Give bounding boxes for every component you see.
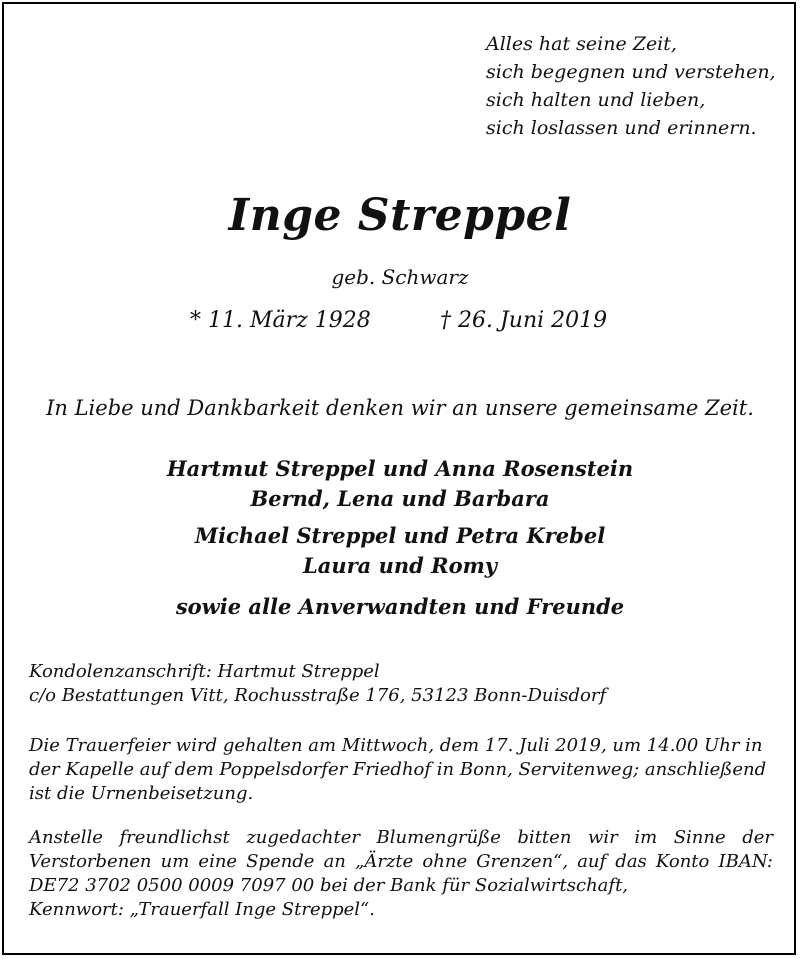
poem-line: Alles hat seine Zeit,: [486, 33, 677, 55]
mourner-line: Michael Streppel und Petra Krebel: [194, 523, 606, 548]
contact-line: c/o Bestattungen Vitt, Rochusstraße 176, 53123 Bonn-Duisdorf: [29, 685, 607, 706]
mourners-list: [0, 452, 800, 624]
poem: [486, 30, 776, 142]
poem-line: sich begegnen und verstehen,: [486, 61, 776, 83]
condolence-address: [29, 660, 773, 708]
poem-line: sich halten und lieben,: [486, 89, 706, 111]
contact-line: Kondolenzanschrift: Hartmut Streppel: [29, 661, 380, 682]
mourner-line: Laura und Romy: [302, 553, 498, 578]
donation-text: Anstelle freundlichst zugedachter Blumengrüße bitten wir im Sinne der Verstorbenen um eine Spende an „Ärzte ohne Grenzen“, auf das Konto IBAN: DE72 3702 0500 0009 7097 00 bei der Bank für Sozialwirtschaft,: [29, 827, 773, 896]
death-date: † 26. Juni 2019: [440, 308, 608, 333]
mourner-line: Bernd, Lena und Barbara: [250, 486, 550, 511]
deceased-name: Inge Streppel: [228, 190, 572, 241]
maiden-name: geb. Schwarz: [331, 265, 469, 289]
poem-line: sich loslassen und erinnern.: [486, 117, 757, 139]
thanks-line: In Liebe und Dankbarkeit denken wir an unsere gemeinsame Zeit.: [46, 396, 754, 420]
donation-keyword: Kennwort: „Trauerfall Inge Streppel“.: [29, 899, 375, 920]
donation-paragraph: [29, 826, 773, 922]
ceremony-paragraph: Die Trauerfeier wird gehalten am Mittwoch, dem 17. Juli 2019, um 14.00 Uhr in der Kapelle auf dem Poppelsdorfer Friedhof in Bonn, Servitenweg; anschließend ist die Urnenbeisetzung.: [29, 735, 767, 804]
birth-date: * 11. März 1928: [190, 308, 371, 333]
mourner-line: sowie alle Anverwandten und Freunde: [175, 594, 625, 619]
mourner-line: Hartmut Streppel und Anna Rosenstein: [166, 456, 634, 481]
